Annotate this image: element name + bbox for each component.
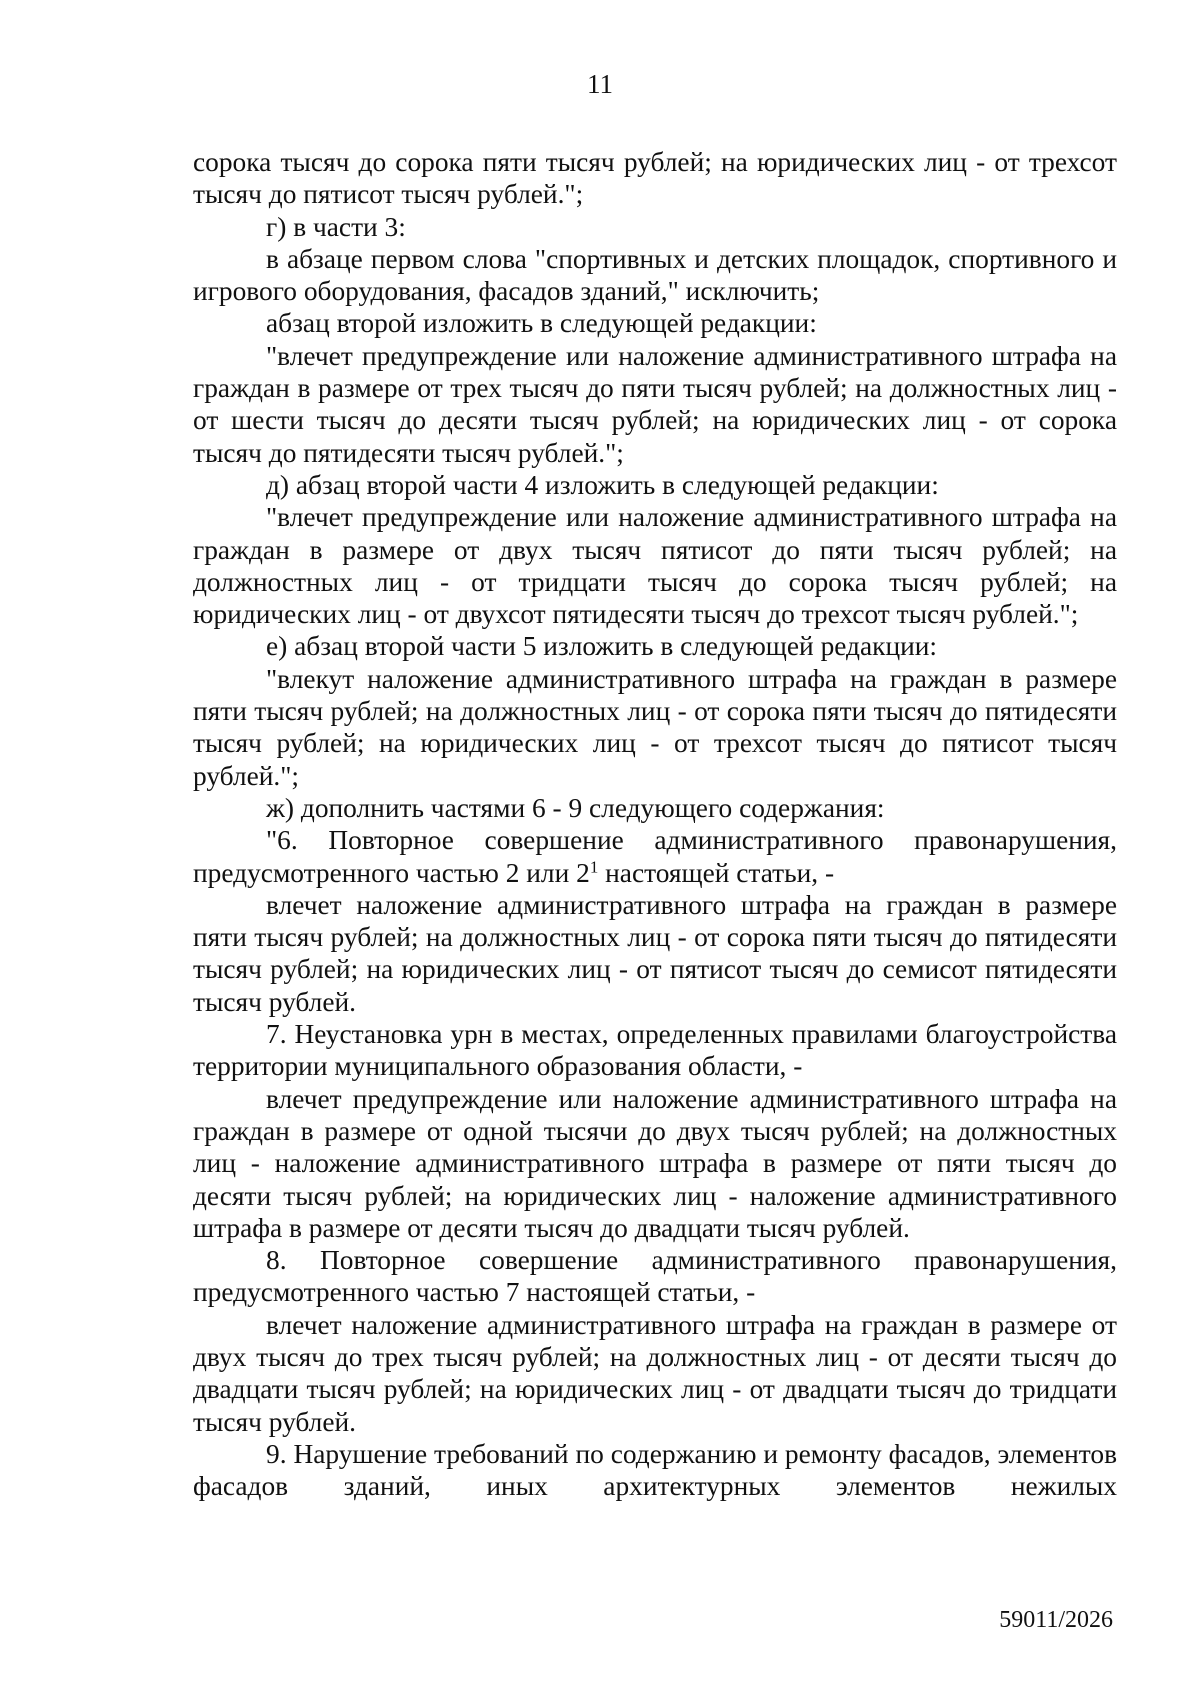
document-body <box>193 146 1117 1502</box>
paragraph-part6-tail: настоящей статьи, - <box>598 857 835 888</box>
paragraph-part6-text: "6. Повторное совершение административного правонарушения, предусмотренного частью 2 или 2 <box>193 825 1117 888</box>
paragraph-quote-part4: "влечет предупреждение или наложение административного штрафа на граждан в размере от двух тысяч пятисот до пяти тысяч рублей; на должностных лиц - от тридцати тысяч до сорока тысяч рублей; на юридических лиц - от двухсот пятидесяти тысяч до трехсот тысяч рублей."; <box>193 502 1117 630</box>
paragraph-abzac-second: абзац второй изложить в следующей редакции: <box>266 308 817 339</box>
paragraph-item-zh: ж) дополнить частями 6 - 9 следующего содержания: <box>266 792 885 823</box>
paragraph-part6 <box>193 824 1117 889</box>
paragraph-item-d: д) абзац второй части 4 изложить в следующей редакции: <box>266 469 939 500</box>
paragraph-part8-penalty: влечет наложение административного штрафа на граждан в размере от двух тысяч до трех тысяч рублей; на должностных лиц - от десяти тысяч до двадцати тысяч рублей; на юридических лиц - от двадцати тысяч до тридцати тысяч рублей. <box>193 1309 1117 1437</box>
paragraph-item-e: е) абзац второй части 5 изложить в следующей редакции: <box>266 631 938 662</box>
paragraph-abzac-first: в абзаце первом слова "спортивных и детских площадок, спортивного и игрового оборудования, фасадов зданий," исключить; <box>193 243 1117 307</box>
paragraph-part7: 7. Неустановка урн в местах, определенных правилами благоустройства территории муниципального образования области, - <box>193 1019 1117 1082</box>
paragraph-part6-penalty: влечет наложение административного штрафа на граждан в размере пяти тысяч рублей; на должностных лиц - от сорока пяти тысяч до пятидесяти тысяч рублей; на юридических лиц - от пятисот тысяч до семисот пятидесяти тысяч рублей. <box>193 889 1117 1017</box>
document-code: 59011/2026 <box>999 1607 1113 1633</box>
paragraph-quote-part5: "влекут наложение административного штрафа на граждан в размере пяти тысяч рублей; на должностных лиц - от сорока пяти тысяч до пятидесяти тысяч рублей; на юридических лиц - от трехсот тысяч до пятисот тысяч рублей."; <box>193 663 1117 791</box>
paragraph-part9: 9. Нарушение требований по содержанию и ремонту фасадов, элементов фасадов зданий, иных архитектурных элементов нежилых <box>193 1438 1117 1502</box>
paragraph-item-g: г) в части 3: <box>266 211 406 242</box>
paragraph-part8: 8. Повторное совершение административного правонарушения, предусмотренного частью 7 настоящей статьи, - <box>193 1245 1117 1308</box>
paragraph-continuation: сорока тысяч до сорока пяти тысяч рублей; на юридических лиц - от трехсот тысяч до пятисот тысяч рублей."; <box>193 147 1117 210</box>
paragraph-part7-penalty: влечет предупреждение или наложение административного штрафа на граждан в размере от одной тысячи до двух тысяч рублей; на должностных лиц - наложение административного штрафа в размере от пяти тысяч до десяти тысяч рублей; на юридических лиц - наложение административного штрафа в размере от десяти тысяч до двадцати тысяч рублей. <box>193 1083 1117 1243</box>
paragraph-quote-part3: "влечет предупреждение или наложение административного штрафа на граждан в размере от трех тысяч до пяти тысяч рублей; на должностных лиц - от шести тысяч до десяти тысяч рублей; на юридических лиц - от сорока тысяч до пятидесяти тысяч рублей."; <box>193 340 1117 468</box>
superscript-one: 1 <box>589 857 599 877</box>
page-number: 11 <box>587 69 613 99</box>
